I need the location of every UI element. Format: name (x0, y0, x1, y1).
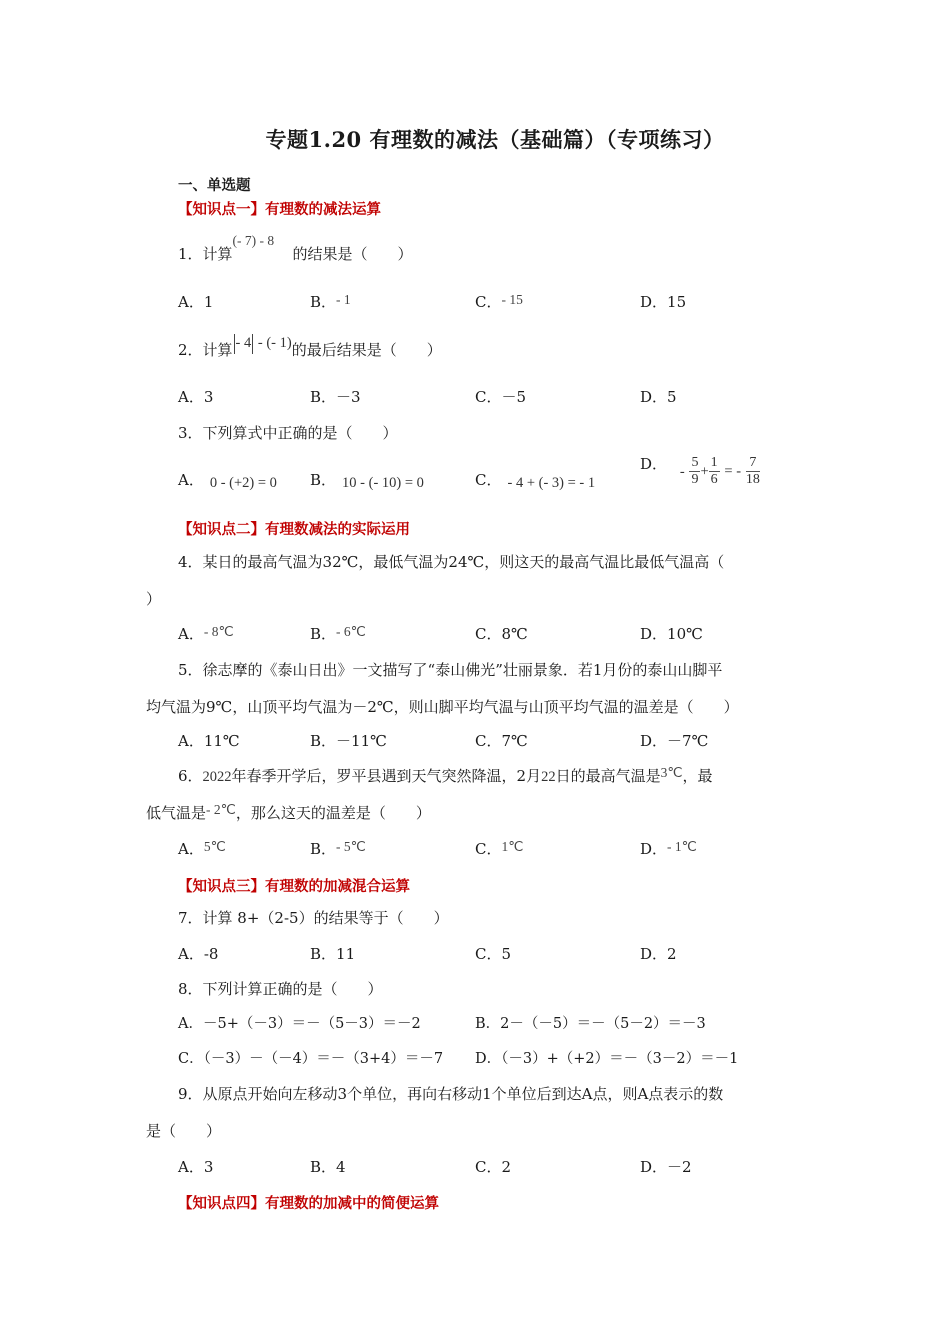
q6-option-d-label: D． (640, 840, 668, 858)
q1-option-b-label: B． (310, 293, 337, 311)
q4-option-b-label: B． (310, 625, 337, 643)
q3-d-plus: + (700, 463, 709, 480)
q6-line2-prefix: 低气温是 (146, 804, 207, 822)
q3-d-fraction-2-den: 6 (710, 472, 718, 487)
q3-option-d-label: D． (640, 454, 668, 473)
q3-option-a-label: A． (178, 471, 204, 489)
q3-option-b[interactable] (310, 470, 424, 491)
q6-option-d[interactable] (640, 839, 697, 860)
q1-option-c-label: C． (475, 293, 502, 311)
question-9-line-1: 9．从原点开始向左移动3个单位，再向右移动1个单位后到达A点，则A点表示的数 (178, 1085, 724, 1103)
q3-d-fraction-3 (746, 455, 760, 488)
question-8: 8．下列计算正确的是（ ） (178, 980, 383, 998)
q3-d-fraction-1-den: 9 (691, 472, 699, 487)
question-2-prefix: 2．计算 (178, 341, 233, 359)
q5-option-d[interactable]: D．－7℃ (640, 732, 709, 750)
q3-option-c-value: - 4 + (- 3) = - 1 (507, 475, 596, 491)
q3-d-fraction-3-num: 7 (746, 455, 760, 472)
q1-option-b[interactable] (310, 292, 351, 313)
q7-option-b[interactable]: B．11 (310, 945, 356, 963)
q8-option-c[interactable]: C．（－3）－（－4）＝－（3+4）＝－7 (178, 1051, 444, 1067)
q5-option-a[interactable]: A．11℃ (178, 732, 240, 750)
q9-option-b[interactable]: B．4 (310, 1158, 346, 1176)
question-1-suffix: 的结果是（ ） (292, 245, 413, 263)
q6-option-b-label: B． (310, 840, 337, 858)
q7-option-c[interactable]: C．5 (475, 945, 512, 963)
q9-option-d[interactable]: D．－2 (640, 1158, 692, 1176)
q3-d-equals: = - (724, 463, 742, 480)
q9-option-a[interactable]: A．3 (178, 1158, 214, 1176)
q5-option-b[interactable]: B．－11℃ (310, 732, 387, 750)
q6-option-b-value: - 5℃ (336, 839, 366, 854)
q7-option-a[interactable]: A．-8 (178, 945, 219, 963)
question-9-line-2: 是（ ） (146, 1122, 222, 1140)
q6-line1-suffix: ，最 (682, 767, 713, 785)
q7-option-d[interactable]: D．2 (640, 945, 677, 963)
q6-line1-mid: 年春季开学后，罗平县遇到天气突然降温，2月 (231, 767, 542, 785)
q6-option-c-label: C． (475, 840, 502, 858)
q3-option-d[interactable] (640, 455, 760, 488)
q8-option-b[interactable]: B．2－（－5）＝－（5－2）＝－3 (475, 1016, 706, 1032)
q3-d-fraction-2 (709, 455, 720, 488)
q2-option-b[interactable]: B．－3 (310, 388, 361, 406)
question-7: 7．计算 8+（2-5）的结果等于（ ） (178, 909, 449, 927)
q6-option-a-value: 5℃ (203, 839, 226, 854)
question-2-abs-value: - 4 (235, 335, 252, 351)
q3-option-c-label: C． (475, 471, 502, 489)
q6-line2-suffix: ，那么这天的温差是（ ） (235, 804, 431, 822)
q9-option-c[interactable]: C．2 (475, 1158, 512, 1176)
question-4-line-1: 4．某日的最高气温为32℃，最低气温为24℃，则这天的最高气温比最低气温高（ (178, 553, 725, 571)
q3-option-b-label: B． (310, 471, 337, 489)
q4-option-d[interactable]: D．10℃ (640, 625, 703, 643)
q6-option-a-label: A． (178, 840, 204, 858)
q3-option-b-value: 10 - (- 10) = 0 (342, 475, 424, 491)
knowledge-point-3: 【知识点三】有理数的加减混合运算 (178, 878, 410, 895)
q3-d-minus: - (679, 463, 685, 480)
question-6-line-2 (146, 803, 431, 824)
q1-option-b-value: - 1 (336, 292, 351, 307)
abs-bar-right (252, 334, 253, 354)
q4-option-c[interactable]: C．8℃ (475, 625, 528, 643)
question-5-line-1: 5．徐志摩的《泰山日出》一文描写了“泰山佛光”壮丽景象．若1月份的泰山山脚平 (178, 661, 723, 679)
abs-bar-left (234, 334, 235, 354)
question-6-line-1 (178, 766, 713, 787)
q3-option-a-value: 0 - (+2) = 0 (209, 475, 277, 491)
q6-option-a[interactable] (178, 839, 226, 860)
q4-option-b-value: - 6℃ (336, 624, 366, 639)
q5-option-c[interactable]: C．7℃ (475, 732, 528, 750)
q8-option-a[interactable]: A．－5+（－3）＝－（5－3）＝－2 (178, 1016, 421, 1032)
q1-option-a[interactable]: A．1 (178, 293, 214, 311)
question-2-expression (233, 335, 292, 351)
question-2-suffix: 的最后结果是（ ） (291, 341, 442, 359)
q3-option-a[interactable] (178, 470, 277, 491)
q4-option-a[interactable] (178, 624, 234, 645)
question-1-prefix: 1．计算 (178, 245, 233, 263)
q6-line1-prefix: 6． (178, 767, 203, 785)
q3-d-fraction-2-num: 1 (710, 455, 718, 470)
q6-option-c[interactable] (475, 839, 523, 860)
q4-option-a-label: A． (178, 625, 204, 643)
question-4-line-2: ） (146, 590, 162, 608)
q6-day: 22 (541, 769, 556, 785)
question-2 (178, 335, 442, 362)
knowledge-point-1: 【知识点一】有理数的减法运算 (178, 201, 381, 218)
q6-option-b[interactable] (310, 839, 366, 860)
question-2-expression-rest: - (- 1) (257, 335, 292, 351)
q6-low-temp: - 2℃ (206, 802, 236, 817)
q6-option-d-value: - 1℃ (667, 839, 697, 854)
q8-option-d[interactable]: D．（－3）+（+2）＝－（3－2）＝－1 (475, 1051, 739, 1067)
q3-d-fraction-3-den: 18 (745, 472, 760, 487)
q6-option-c-value: 1℃ (501, 839, 524, 854)
knowledge-point-2: 【知识点二】有理数减法的实际运用 (178, 521, 410, 538)
q6-line1-mid2: 日的最高气温是 (555, 767, 661, 785)
question-3: 3．下列算式中正确的是（ ） (178, 424, 398, 442)
q2-option-a[interactable]: A．3 (178, 388, 214, 406)
q4-option-b[interactable] (310, 624, 366, 645)
q4-option-a-value: - 8℃ (203, 624, 234, 639)
q3-option-c[interactable] (475, 470, 595, 491)
question-1-expression: (- 7) - 8 (232, 233, 275, 248)
q1-option-c-value: - 15 (501, 292, 523, 307)
q2-option-c[interactable]: C．－5 (475, 388, 527, 406)
question-1 (178, 233, 413, 265)
knowledge-point-4: 【知识点四】有理数的加减中的简便运算 (178, 1195, 439, 1212)
q1-option-c[interactable] (475, 292, 523, 313)
q6-year: 2022 (202, 769, 232, 785)
question-5-line-2: 均气温为9℃，山顶平均气温为－2℃，则山脚平均气温与山顶平均气温的温差是（ ） (146, 698, 739, 716)
q6-high-temp: 3℃ (660, 765, 683, 780)
q1-option-d[interactable]: D．15 (640, 293, 687, 311)
page-title: 专题1.20 有理数的减法（基础篇）（专项练习） (265, 127, 725, 152)
section-heading: 一、单选题 (178, 177, 251, 194)
q3-d-fraction-1 (689, 455, 700, 488)
q3-d-fraction-1-num: 5 (691, 455, 699, 470)
q2-option-d[interactable]: D．5 (640, 388, 677, 406)
